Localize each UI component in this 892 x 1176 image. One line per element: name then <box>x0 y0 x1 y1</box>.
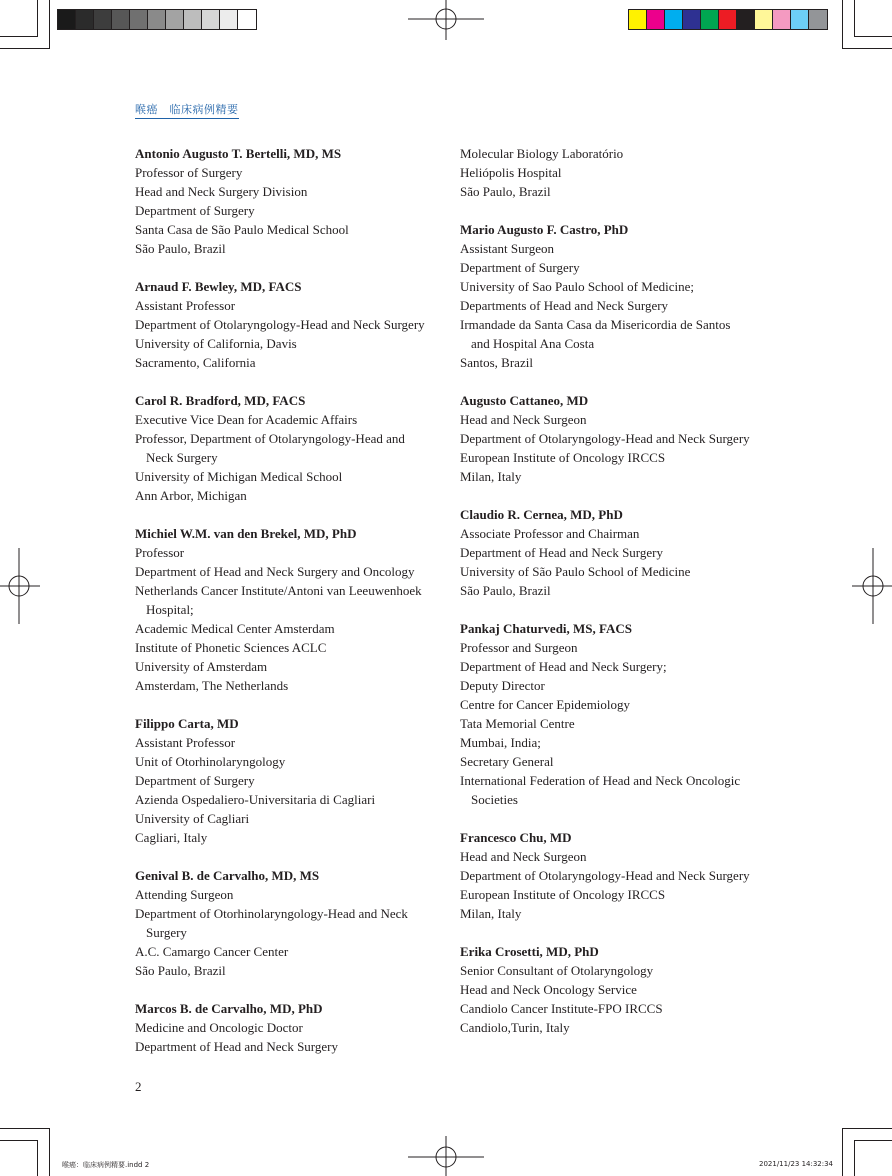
contributor-name: Mario Augusto F. Castro, PhD <box>460 222 629 237</box>
affiliation-line: Medicine and Oncologic Doctor <box>135 1020 303 1035</box>
crop-mark-tr-h2 <box>842 48 892 49</box>
affiliation-line: Department of Otolaryngology-Head and Neck Surgery <box>135 317 425 332</box>
colors-swatch <box>737 10 755 29</box>
affiliation-line: University of Michigan Medical School <box>135 469 343 484</box>
crop-mark-bl-v <box>49 1128 50 1176</box>
grays-swatch <box>94 10 112 29</box>
contributor-name: Genival B. de Carvalho, MD, MS <box>135 868 320 883</box>
grays-swatch <box>112 10 130 29</box>
contributors-left-column <box>135 144 435 1075</box>
affiliation-line: Neck Surgery <box>146 450 218 465</box>
colors-swatch <box>683 10 701 29</box>
contributor-name: Augusto Cattaneo, MD <box>460 393 589 408</box>
grays-swatch <box>76 10 94 29</box>
affiliation-line: Department of Head and Neck Surgery; <box>460 659 667 674</box>
affiliation-line: Institute of Phonetic Sciences ACLC <box>135 640 327 655</box>
affiliation-line: Hospital; <box>146 602 194 617</box>
contributor-entry <box>135 391 435 505</box>
crop-mark-tl-v2 <box>37 0 38 36</box>
affiliation-line: Department of Otolaryngology-Head and Neck Surgery <box>460 868 750 883</box>
colors-swatch <box>791 10 809 29</box>
colors-swatch <box>647 10 665 29</box>
affiliation-line: University of Amsterdam <box>135 659 268 674</box>
contributor-entry <box>460 220 760 372</box>
contributor-name: Marcos B. de Carvalho, MD, PhD <box>135 1001 323 1016</box>
colors-swatch <box>773 10 791 29</box>
contributor-entry <box>135 999 435 1056</box>
affiliation-line: Assistant Professor <box>135 298 236 313</box>
affiliation-line: Department of Surgery <box>135 203 255 218</box>
contributor-entry <box>135 866 435 980</box>
affiliation-line: Mumbai, India; <box>460 735 541 750</box>
contributors-right-column <box>460 144 760 1056</box>
grays-swatch <box>58 10 76 29</box>
grays-swatch <box>238 10 256 29</box>
affiliation-line: European Institute of Oncology IRCCS <box>460 887 666 902</box>
crop-mark-tl-v <box>49 0 50 48</box>
crop-mark-tr-v <box>842 0 843 48</box>
process-color-bar <box>628 9 828 30</box>
contributor-name: Claudio R. Cernea, MD, PhD <box>460 507 623 522</box>
running-header: 喉癌 临床病例精要 <box>135 101 239 119</box>
grays-swatch <box>184 10 202 29</box>
affiliation-line: Head and Neck Oncology Service <box>460 982 637 997</box>
contributor-entry <box>135 144 435 258</box>
crop-mark-tr-h <box>854 36 892 37</box>
grays-swatch <box>166 10 184 29</box>
contributor-name: Filippo Carta, MD <box>135 716 239 731</box>
colors-swatch <box>755 10 773 29</box>
affiliation-line: Departments of Head and Neck Surgery <box>460 298 669 313</box>
affiliation-line: Societies <box>471 792 518 807</box>
contributor-name: Francesco Chu, MD <box>460 830 572 845</box>
affiliation-line: Department of Head and Neck Surgery <box>135 1039 338 1054</box>
affiliation-line: Sacramento, California <box>135 355 256 370</box>
affiliation-line: São Paulo, Brazil <box>135 241 226 256</box>
contributor-name: Pankaj Chaturvedi, MS, FACS <box>460 621 633 636</box>
affiliation-line: Professor <box>135 545 185 560</box>
crop-mark-bl-h2 <box>0 1128 50 1129</box>
crop-mark-tr-v2 <box>854 0 855 36</box>
affiliation-line: Department of Head and Neck Surgery and Oncology <box>135 564 415 579</box>
registration-mark-top-icon <box>408 0 484 40</box>
page-number: 2 <box>135 1079 142 1094</box>
affiliation-line: Tata Memorial Centre <box>460 716 575 731</box>
affiliation-line: São Paulo, Brazil <box>460 583 551 598</box>
affiliation-line: Associate Professor and Chairman <box>460 526 640 541</box>
affiliation-line: University of São Paulo School of Medicine <box>460 564 691 579</box>
affiliation-line: Amsterdam, The Netherlands <box>135 678 289 693</box>
contributor-entry <box>460 505 760 600</box>
affiliation-line: Surgery <box>146 925 187 940</box>
affiliation-line: Executive Vice Dean for Academic Affairs <box>135 412 358 427</box>
grays-swatch <box>148 10 166 29</box>
crop-mark-br-v <box>842 1128 843 1176</box>
affiliation-line: International Federation of Head and Neck Oncologic <box>460 773 741 788</box>
affiliation-line: Secretary General <box>460 754 554 769</box>
affiliation-line: Head and Neck Surgeon <box>460 412 587 427</box>
crop-mark-tl-h2 <box>0 48 50 49</box>
contributor-entry <box>460 144 760 201</box>
affiliation-line: Molecular Biology Laboratório <box>460 146 624 161</box>
affiliation-line: University of Sao Paulo School of Medicine; <box>460 279 694 294</box>
grays-swatch <box>220 10 238 29</box>
affiliation-line: Milan, Italy <box>460 906 522 921</box>
crop-mark-br-v2 <box>854 1140 855 1176</box>
crop-mark-br-h2 <box>842 1128 892 1129</box>
affiliation-line: Professor, Department of Otolaryngology-Head and <box>135 431 405 446</box>
affiliation-line: Attending Surgeon <box>135 887 234 902</box>
colors-swatch <box>719 10 737 29</box>
affiliation-line: Azienda Ospedaliero-Universitaria di Cagliari <box>135 792 376 807</box>
affiliation-line: Irmandade da Santa Casa da Misericordia de Santos <box>460 317 731 332</box>
affiliation-line: Milan, Italy <box>460 469 522 484</box>
crop-mark-br-h <box>854 1140 892 1141</box>
affiliation-line: São Paulo, Brazil <box>135 963 226 978</box>
affiliation-line: Unit of Otorhinolaryngology <box>135 754 286 769</box>
grays-swatch <box>130 10 148 29</box>
affiliation-line: Head and Neck Surgeon <box>460 849 587 864</box>
slug-timestamp: 2021/11/23 14:32:34 <box>759 1160 834 1168</box>
affiliation-line: Department of Surgery <box>135 773 255 788</box>
contributor-name: Antonio Augusto T. Bertelli, MD, MS <box>135 146 342 161</box>
contributor-name: Arnaud F. Bewley, MD, FACS <box>135 279 302 294</box>
colors-swatch <box>665 10 683 29</box>
affiliation-line: and Hospital Ana Costa <box>471 336 595 351</box>
contributor-entry <box>135 277 435 372</box>
affiliation-line: Department of Otolaryngology-Head and Neck Surgery <box>460 431 750 446</box>
affiliation-line: São Paulo, Brazil <box>460 184 551 199</box>
crop-mark-bl-h <box>0 1140 38 1141</box>
registration-mark-right-icon <box>852 548 892 624</box>
contributor-name: Carol R. Bradford, MD, FACS <box>135 393 306 408</box>
contributor-entry <box>135 524 435 695</box>
grayscale-color-bar <box>57 9 257 30</box>
affiliation-line: Assistant Professor <box>135 735 236 750</box>
affiliation-line: Deputy Director <box>460 678 545 693</box>
affiliation-line: Centre for Cancer Epidemiology <box>460 697 631 712</box>
affiliation-line: Department of Surgery <box>460 260 580 275</box>
contributor-name: Michiel W.M. van den Brekel, MD, PhD <box>135 526 357 541</box>
affiliation-line: Professor of Surgery <box>135 165 243 180</box>
contributor-entry <box>460 391 760 486</box>
colors-swatch <box>809 10 827 29</box>
contributor-entry <box>135 714 435 847</box>
affiliation-line: Department of Head and Neck Surgery <box>460 545 663 560</box>
affiliation-line: University of California, Davis <box>135 336 297 351</box>
affiliation-line: Heliópolis Hospital <box>460 165 562 180</box>
slug-filename: 喉癌：临床病例精要.indd 2 <box>62 1161 150 1169</box>
contributor-entry <box>460 942 760 1037</box>
contributor-name: Erika Crosetti, MD, PhD <box>460 944 599 959</box>
affiliation-line: Ann Arbor, Michigan <box>135 488 247 503</box>
affiliation-line: Candiolo,Turin, Italy <box>460 1020 570 1035</box>
affiliation-line: Santa Casa de São Paulo Medical School <box>135 222 349 237</box>
colors-swatch <box>629 10 647 29</box>
affiliation-line: University of Cagliari <box>135 811 250 826</box>
affiliation-line: Netherlands Cancer Institute/Antoni van Leeuwenhoek <box>135 583 422 598</box>
grays-swatch <box>202 10 220 29</box>
affiliation-line: Academic Medical Center Amsterdam <box>135 621 335 636</box>
registration-mark-left-icon <box>0 548 40 624</box>
affiliation-line: European Institute of Oncology IRCCS <box>460 450 666 465</box>
affiliation-line: Head and Neck Surgery Division <box>135 184 308 199</box>
affiliation-line: A.C. Camargo Cancer Center <box>135 944 289 959</box>
affiliation-line: Professor and Surgeon <box>460 640 578 655</box>
affiliation-line: Department of Otorhinolaryngology-Head and Neck <box>135 906 408 921</box>
crop-mark-bl-v2 <box>37 1140 38 1176</box>
affiliation-line: Candiolo Cancer Institute-FPO IRCCS <box>460 1001 663 1016</box>
affiliation-line: Cagliari, Italy <box>135 830 208 845</box>
registration-mark-bottom-icon <box>408 1136 484 1176</box>
contributor-entry <box>460 828 760 923</box>
affiliation-line: Santos, Brazil <box>460 355 533 370</box>
contributor-entry <box>460 619 760 809</box>
affiliation-line: Assistant Surgeon <box>460 241 555 256</box>
crop-mark-tl-h <box>0 36 38 37</box>
affiliation-line: Senior Consultant of Otolaryngology <box>460 963 654 978</box>
colors-swatch <box>701 10 719 29</box>
